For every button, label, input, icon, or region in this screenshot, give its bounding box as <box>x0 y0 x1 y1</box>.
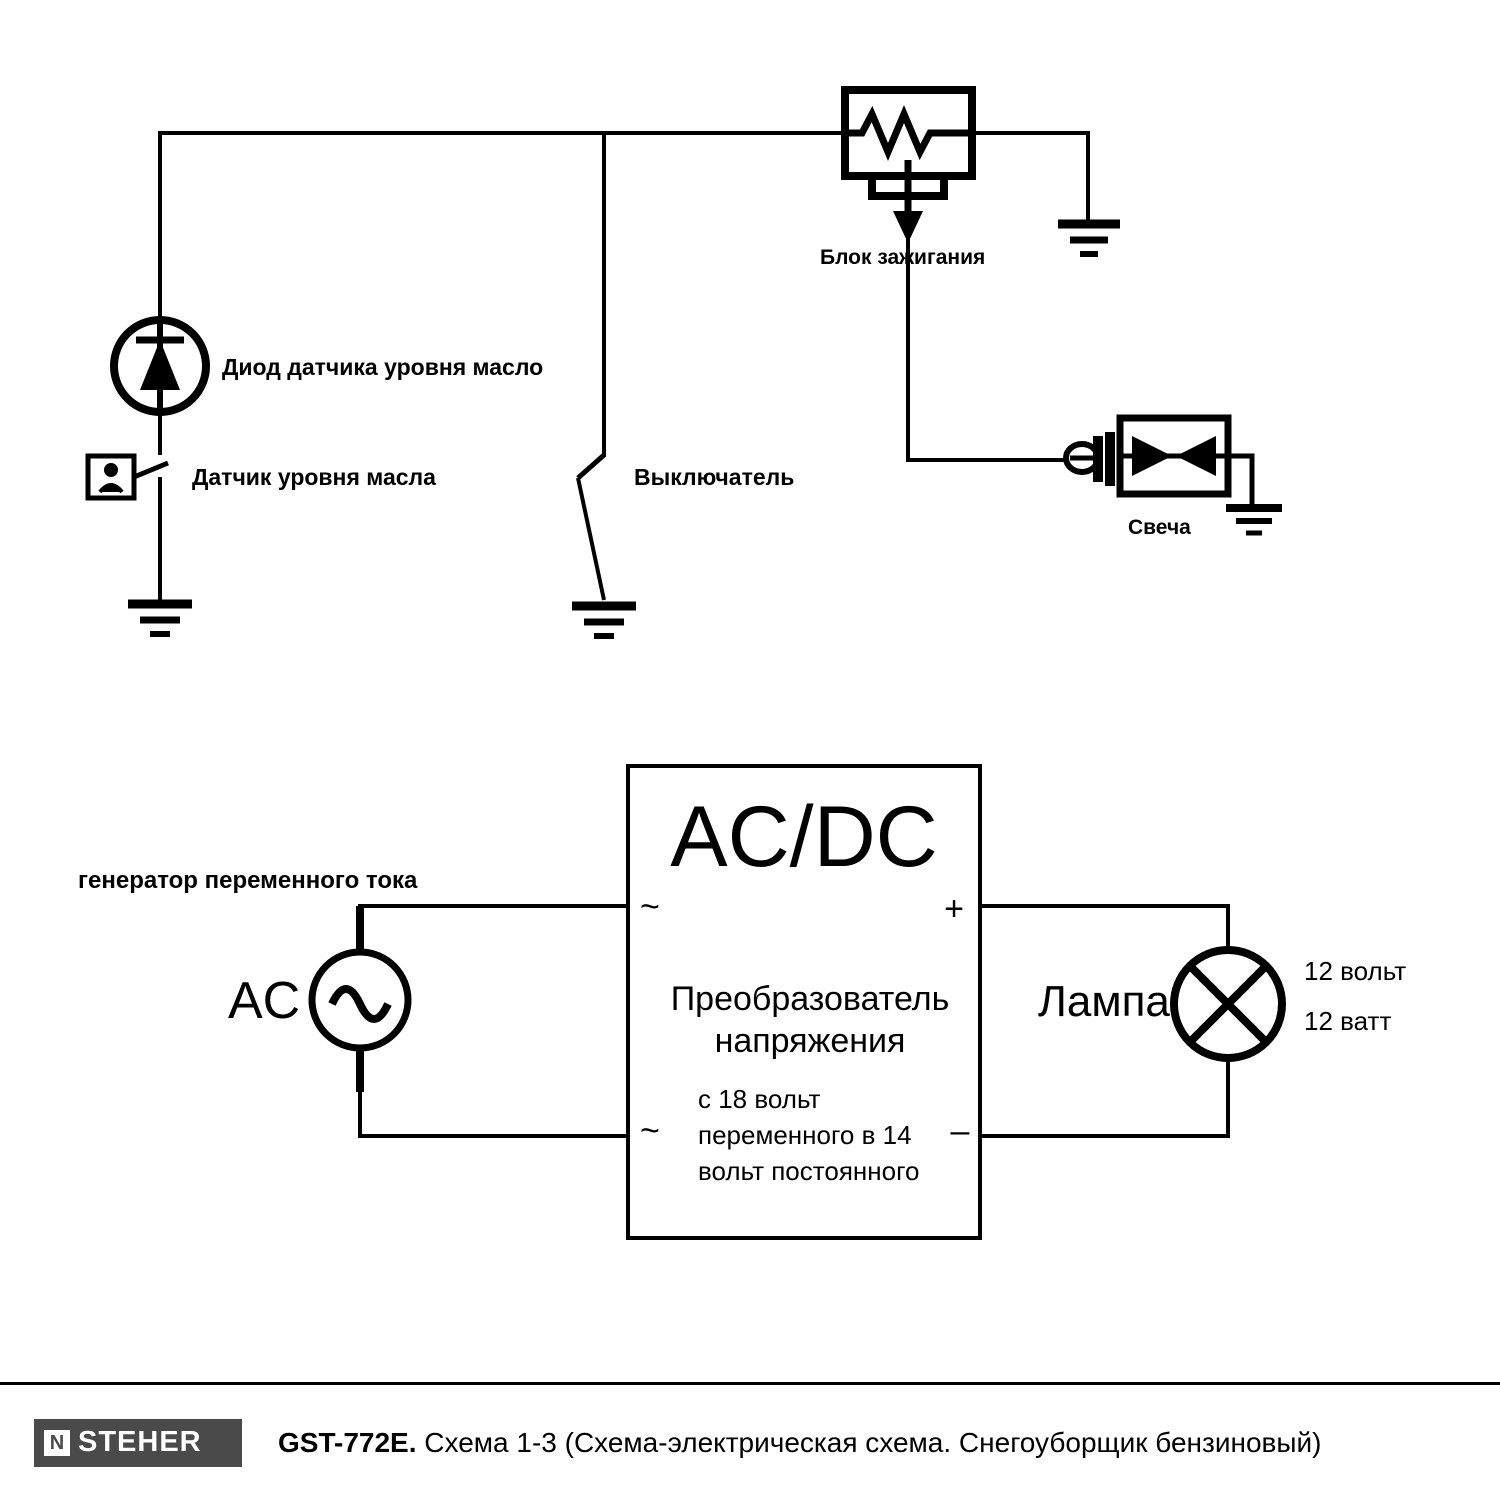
oil-level-diode-label: Диод датчика уровня масло <box>222 354 544 380</box>
brand-badge <box>34 1419 242 1467</box>
alternator-label: генератор переменного тока <box>78 867 418 894</box>
ignition-unit-label: Блок зажигания <box>820 246 986 269</box>
spark-plug-label: Свеча <box>1128 516 1191 539</box>
footer-model: GST-772E. <box>278 1426 417 1458</box>
converter-name-line1: Преобразователь <box>670 980 950 1018</box>
converter-name-line2: напряжения <box>714 1022 906 1060</box>
converter-spec-line1: с 18 вольт <box>698 1084 821 1114</box>
brand-mark-icon: N <box>44 1430 70 1456</box>
oil-level-sensor-label: Датчик уровня масла <box>192 464 436 490</box>
brand-name: STEHER <box>78 1426 202 1458</box>
converter-spec-line3: вольт постоянного <box>698 1156 920 1186</box>
footer-bar <box>0 1382 1500 1500</box>
ac-source-label: AC <box>228 972 301 1030</box>
terminal-ac-bottom: ~ <box>640 1112 660 1150</box>
footer-caption-text: Схема 1-3 (Схема-электрическая схема. Снегоуборщик бензиновый) <box>424 1426 1322 1458</box>
terminal-plus: + <box>944 890 964 928</box>
switch-label: Выключатель <box>634 464 795 490</box>
terminal-ac-top: ~ <box>640 888 660 926</box>
converter-spec-line2: переменного в 14 <box>698 1120 912 1150</box>
converter-title: AC/DC <box>670 789 938 885</box>
footer-caption <box>278 1427 1322 1459</box>
lamp-volts-label: 12 вольт <box>1304 956 1407 986</box>
terminal-minus: – <box>950 1112 970 1150</box>
lamp-watts-label: 12 ватт <box>1304 1006 1392 1036</box>
lamp-label: Лампа <box>1038 977 1170 1026</box>
